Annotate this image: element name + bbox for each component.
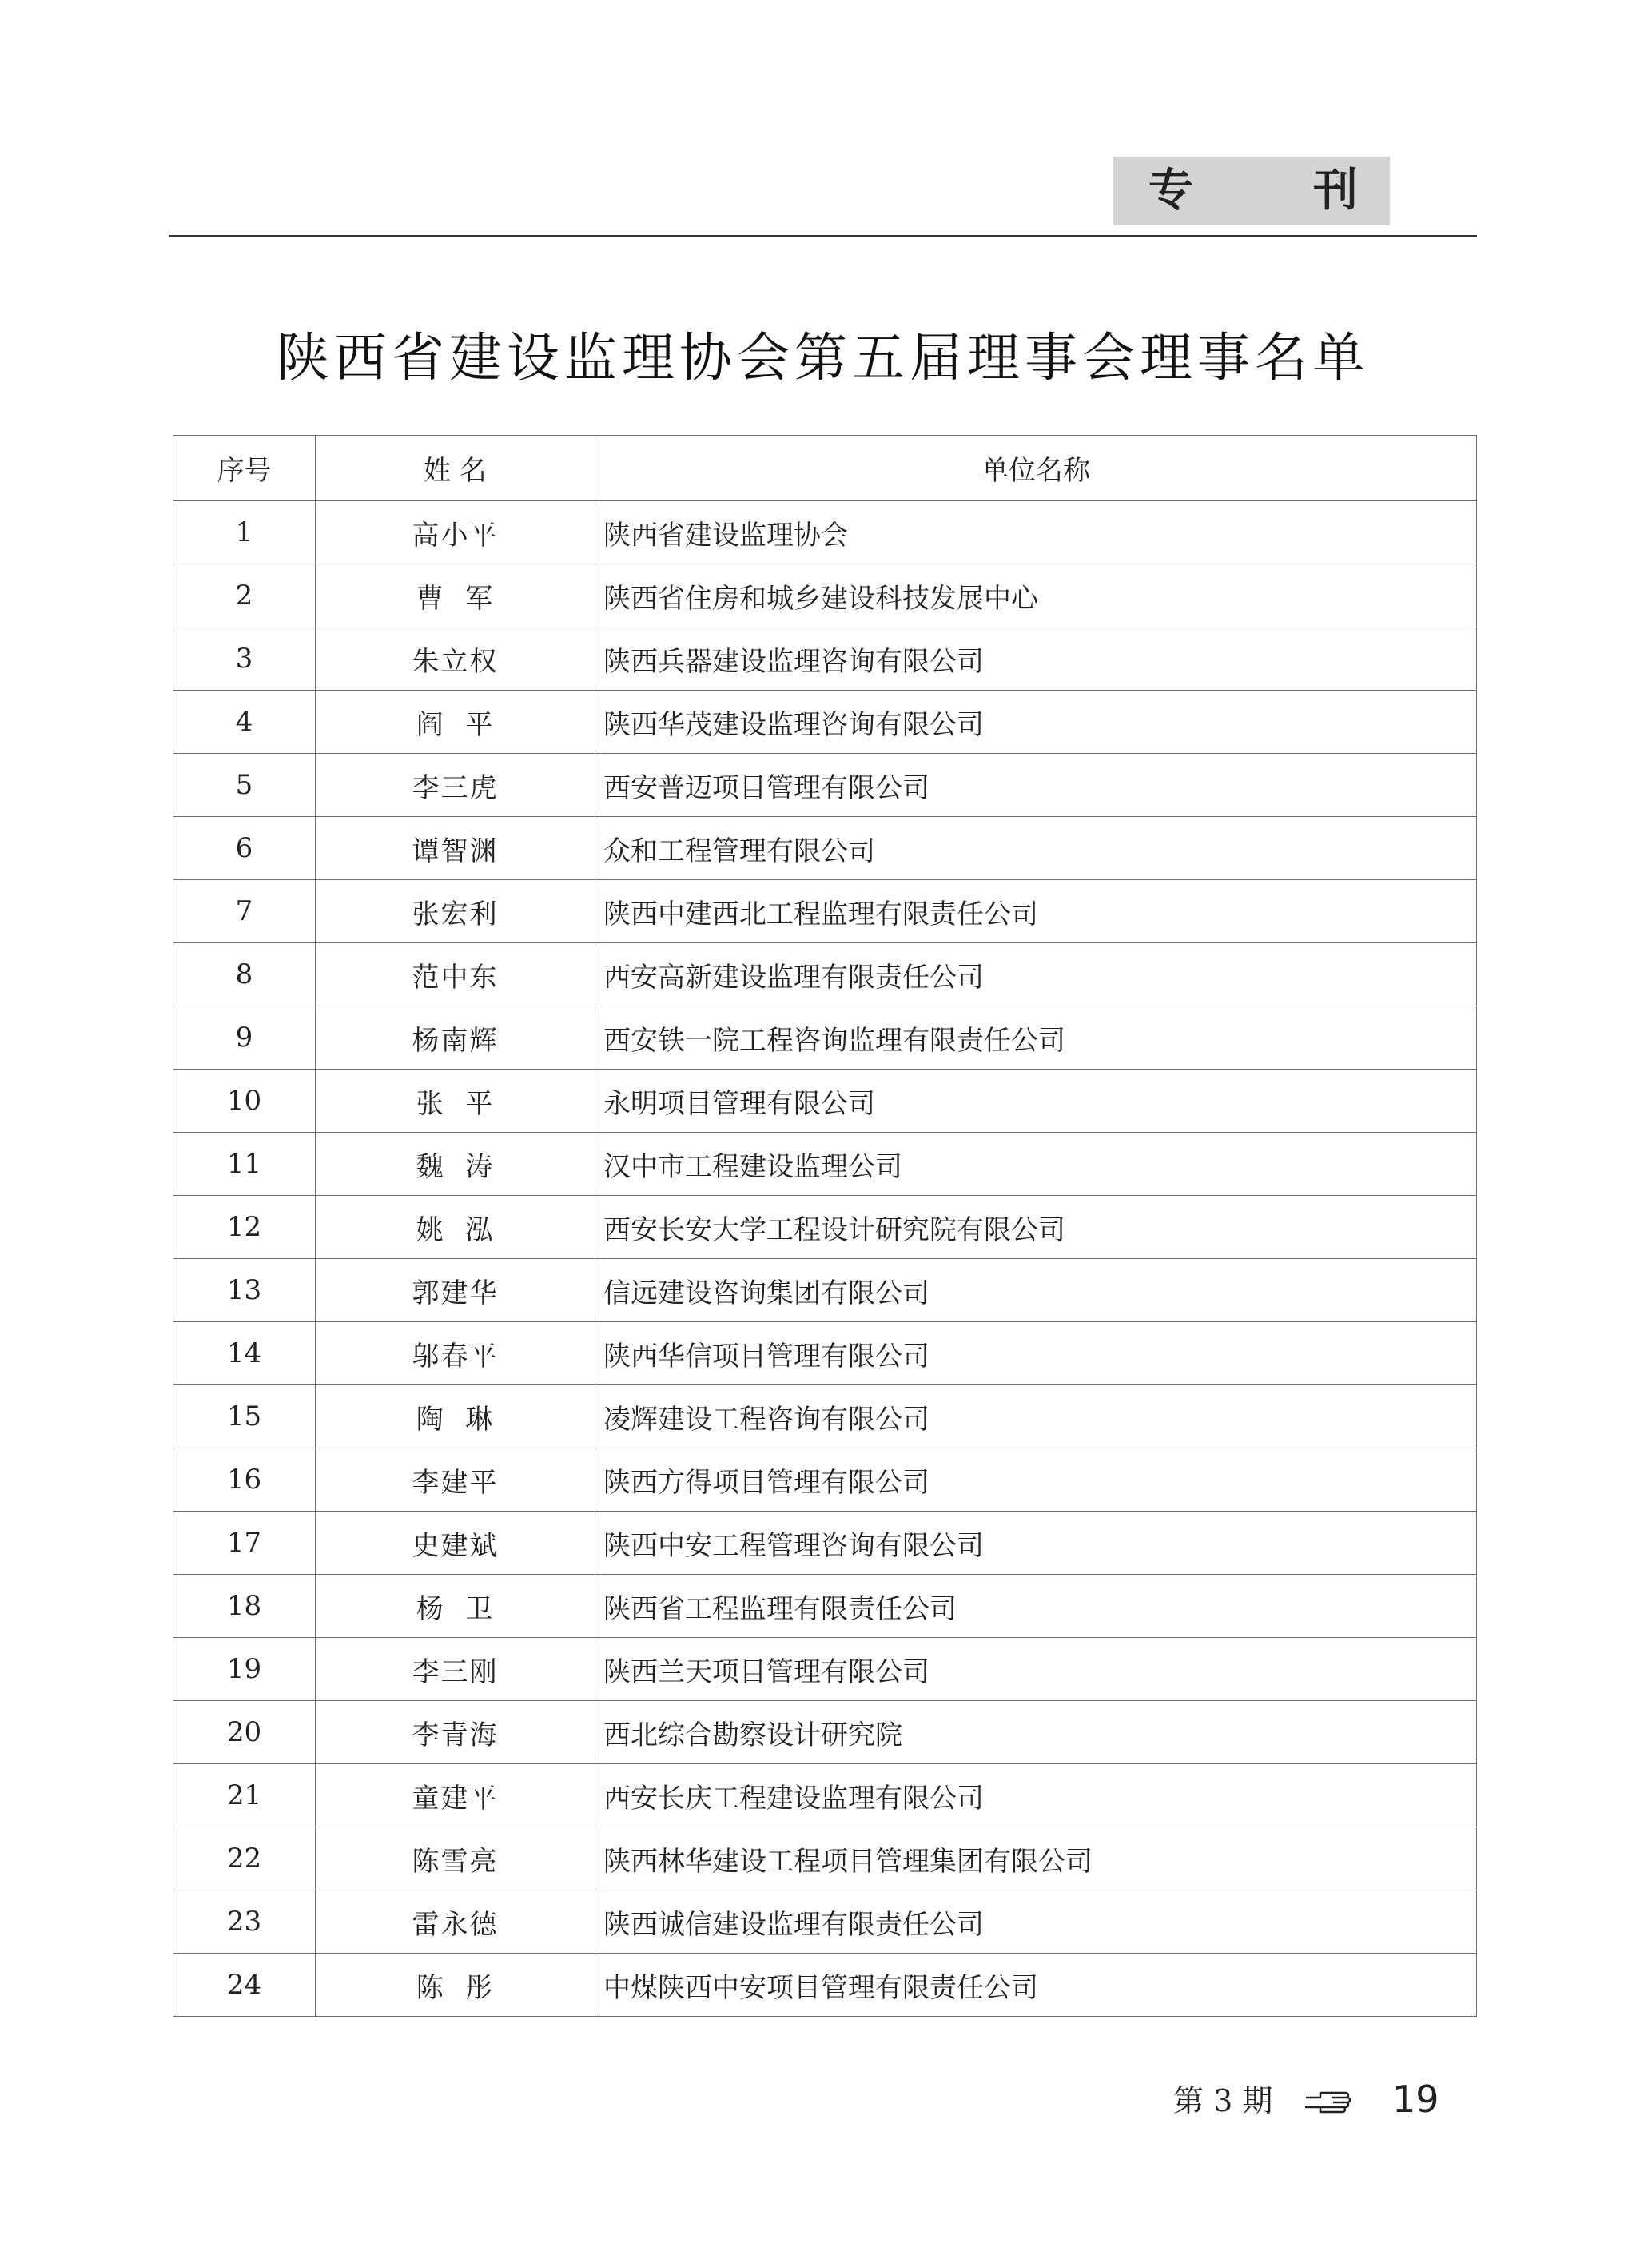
table-row [173, 1196, 1477, 1259]
director-name-cell: 姚 泓 [316, 1196, 595, 1259]
row-number-cell: 16 [173, 1448, 316, 1512]
row-number-cell: 14 [173, 1322, 316, 1385]
director-name-cell: 郭建华 [316, 1259, 595, 1322]
table-row [173, 627, 1477, 691]
table-body [173, 501, 1477, 2017]
row-number-cell: 9 [173, 1006, 316, 1070]
row-number-cell: 15 [173, 1385, 316, 1448]
directors-table [173, 435, 1477, 2017]
director-name-cell: 范中东 [316, 943, 595, 1006]
director-name-cell: 邬春平 [316, 1322, 595, 1385]
director-name-cell: 史建斌 [316, 1512, 595, 1575]
row-number-cell: 23 [173, 1890, 316, 1954]
row-number-cell: 21 [173, 1764, 316, 1827]
table-row [173, 1954, 1477, 2017]
director-name-cell: 张宏利 [316, 880, 595, 943]
organization-cell: 西安高新建设监理有限责任公司 [595, 943, 1477, 1006]
column-header-organization: 单位名称 [595, 436, 1477, 501]
row-number-cell: 4 [173, 691, 316, 754]
table-row [173, 880, 1477, 943]
organization-cell: 永明项目管理有限公司 [595, 1070, 1477, 1133]
organization-cell: 陕西林华建设工程项目管理集团有限公司 [595, 1827, 1477, 1890]
column-header-number: 序号 [173, 436, 316, 501]
table-row [173, 1385, 1477, 1448]
organization-cell: 西安长庆工程建设监理有限公司 [595, 1764, 1477, 1827]
table-header-row [173, 436, 1477, 501]
table-row [173, 1890, 1477, 1954]
table-row [173, 1133, 1477, 1196]
director-name-cell: 杨 卫 [316, 1575, 595, 1638]
section-label-char: 刊 [1313, 165, 1358, 217]
organization-cell: 中煤陕西中安项目管理有限责任公司 [595, 1954, 1477, 2017]
organization-cell: 陕西方得项目管理有限公司 [595, 1448, 1477, 1512]
organization-cell: 陕西中安工程管理咨询有限公司 [595, 1512, 1477, 1575]
row-number-cell: 10 [173, 1070, 316, 1133]
director-name-cell: 陈雪亮 [316, 1827, 595, 1890]
organization-cell: 凌辉建设工程咨询有限公司 [595, 1385, 1477, 1448]
organization-cell: 陕西省工程监理有限责任公司 [595, 1575, 1477, 1638]
row-number-cell: 18 [173, 1575, 316, 1638]
director-name-cell: 陶 琳 [316, 1385, 595, 1448]
row-number-cell: 3 [173, 627, 316, 691]
director-name-cell: 高小平 [316, 501, 595, 564]
column-header-name: 姓 名 [316, 436, 595, 501]
header-rule [169, 235, 1477, 237]
row-number-cell: 7 [173, 880, 316, 943]
page-title: 陕西省建设监理协会第五届理事会理事名单 [277, 327, 1370, 388]
organization-cell: 众和工程管理有限公司 [595, 817, 1477, 880]
row-number-cell: 17 [173, 1512, 316, 1575]
row-number-cell: 24 [173, 1954, 316, 2017]
section-label-char: 专 [1148, 165, 1193, 217]
organization-cell: 陕西省住房和城乡建设科技发展中心 [595, 564, 1477, 627]
section-label-tab [1113, 157, 1390, 225]
pointing-hand-icon [1303, 2082, 1354, 2120]
director-name-cell: 陈 彤 [316, 1954, 595, 2017]
director-name-cell: 雷永德 [316, 1890, 595, 1954]
organization-cell: 陕西兰天项目管理有限公司 [595, 1638, 1477, 1701]
table-row [173, 1638, 1477, 1701]
director-name-cell: 阎 平 [316, 691, 595, 754]
director-name-cell: 童建平 [316, 1764, 595, 1827]
table-row [173, 1512, 1477, 1575]
director-name-cell: 魏 涛 [316, 1133, 595, 1196]
row-number-cell: 20 [173, 1701, 316, 1764]
table-row [173, 1070, 1477, 1133]
table-row [173, 1575, 1477, 1638]
director-name-cell: 李建平 [316, 1448, 595, 1512]
table-row [173, 1322, 1477, 1385]
director-name-cell: 曹 军 [316, 564, 595, 627]
table-row [173, 564, 1477, 627]
table-row [173, 1764, 1477, 1827]
row-number-cell: 11 [173, 1133, 316, 1196]
organization-cell: 陕西兵器建设监理咨询有限公司 [595, 627, 1477, 691]
row-number-cell: 19 [173, 1638, 316, 1701]
director-name-cell: 杨南辉 [316, 1006, 595, 1070]
table-row [173, 754, 1477, 817]
director-name-cell: 李三刚 [316, 1638, 595, 1701]
organization-cell: 西北综合勘察设计研究院 [595, 1701, 1477, 1764]
organization-cell: 陕西华信项目管理有限公司 [595, 1322, 1477, 1385]
organization-cell: 陕西诚信建设监理有限责任公司 [595, 1890, 1477, 1954]
table-row [173, 1701, 1477, 1764]
row-number-cell: 22 [173, 1827, 316, 1890]
row-number-cell: 13 [173, 1259, 316, 1322]
row-number-cell: 8 [173, 943, 316, 1006]
row-number-cell: 6 [173, 817, 316, 880]
director-name-cell: 李三虎 [316, 754, 595, 817]
table-row [173, 1448, 1477, 1512]
table-row [173, 501, 1477, 564]
organization-cell: 西安普迈项目管理有限公司 [595, 754, 1477, 817]
row-number-cell: 5 [173, 754, 316, 817]
organization-cell: 陕西华茂建设监理咨询有限公司 [595, 691, 1477, 754]
organization-cell: 陕西中建西北工程监理有限责任公司 [595, 880, 1477, 943]
organization-cell: 信远建设咨询集团有限公司 [595, 1259, 1477, 1322]
director-name-cell: 谭智渊 [316, 817, 595, 880]
row-number-cell: 2 [173, 564, 316, 627]
table-row [173, 1827, 1477, 1890]
organization-cell: 陕西省建设监理协会 [595, 501, 1477, 564]
director-name-cell: 朱立权 [316, 627, 595, 691]
director-name-cell: 张 平 [316, 1070, 595, 1133]
issue-label: 第 3 期 [1173, 2083, 1273, 2118]
row-number-cell: 12 [173, 1196, 316, 1259]
organization-cell: 西安铁一院工程咨询监理有限责任公司 [595, 1006, 1477, 1070]
table-row [173, 691, 1477, 754]
page-number: 19 [1392, 2078, 1439, 2121]
table-row [173, 817, 1477, 880]
director-name-cell: 李青海 [316, 1701, 595, 1764]
table-row [173, 1006, 1477, 1070]
row-number-cell: 1 [173, 501, 316, 564]
organization-cell: 西安长安大学工程设计研究院有限公司 [595, 1196, 1477, 1259]
table-row [173, 943, 1477, 1006]
table-row [173, 1259, 1477, 1322]
organization-cell: 汉中市工程建设监理公司 [595, 1133, 1477, 1196]
